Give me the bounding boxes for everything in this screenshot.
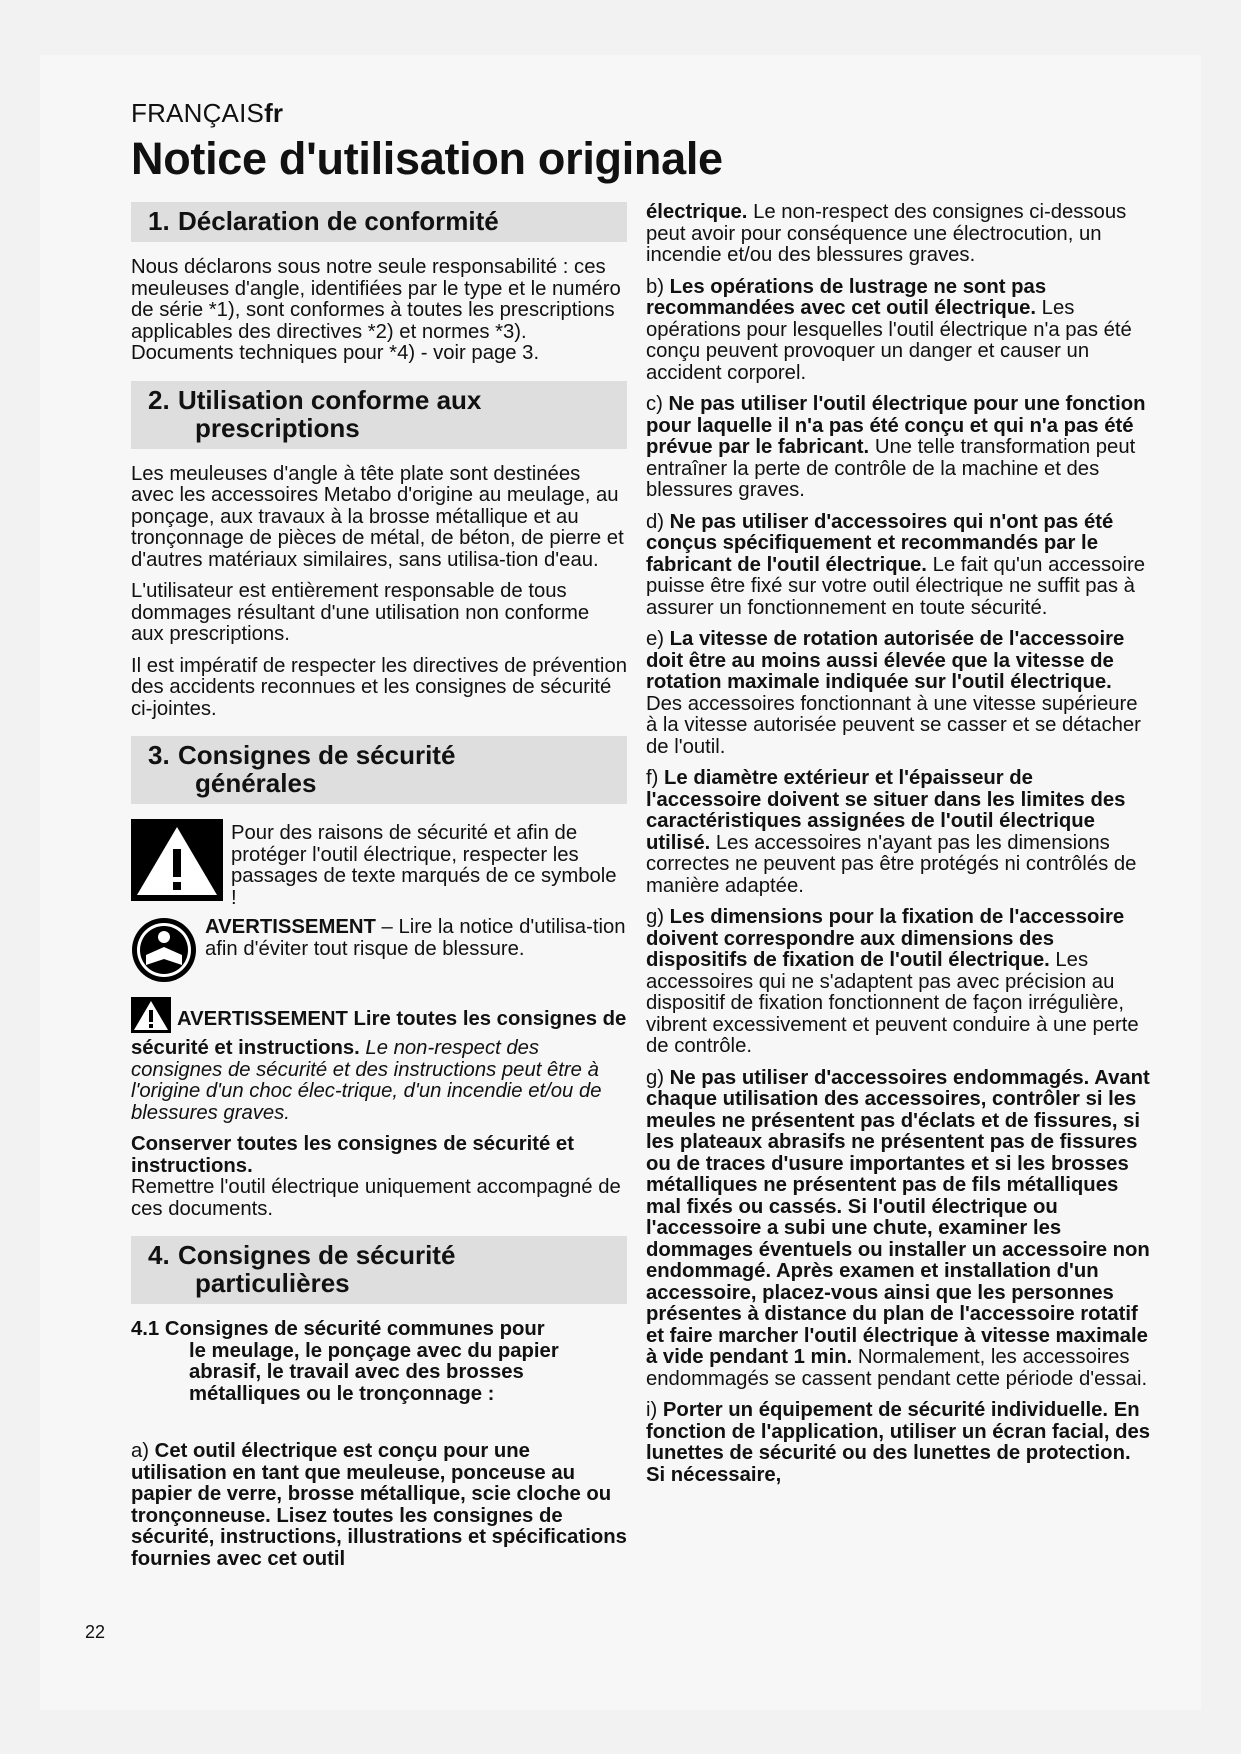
item-e: e) La vitesse de rotation autorisée de l'accessoire doit être au moins aussi élevée que la vitesse de rotation maximale indiquée sur l'outil électrique. Des accessoires fonctionnant à une vitesse supérieure à la vitesse autorisée peuvent se casser et se détacher de l'outil. — [646, 628, 1141, 758]
section-2-heading: 2. Utilisation conforme aux prescriptions — [131, 381, 627, 449]
item-f: f) Le diamètre extérieur et l'épaisseur de l'accessoire doivent se situer dans les limites des caractéristiques assignées de l'outil électrique utilisé. Les accessoires n'ayant pas les dimensions correctes ne peuvent pas être protégés ni contrôlés de manière adaptée. — [646, 767, 1137, 897]
item-d: d) Ne pas utiliser d'accessoires qui n'ont pas été conçus spécifiquement et recommandés par le fabricant de l'outil électrique. Le fait qu'un accessoire puisse être fixé sur votre outil électrique ne suffit pas à assurer un fonctionnement en toute sécurité. — [646, 510, 1146, 619]
item-a: a) Cet outil électrique est conçu pour une utilisation en tant que meuleuse, ponceuse au papier de verre, brosse métallique, scie cloche ou tronçonneuse. Lisez toutes les consignes de sécurité, instructions, illustrations et spécifications fournies avec cet outil — [131, 1440, 627, 1570]
warning-triangle-icon — [131, 819, 223, 907]
section-2-text-2: L'utilisateur est entièrement responsable de tous dommages résultant d'une utilisation non conforme aux prescriptions. — [131, 580, 590, 645]
small-warning-icon — [131, 997, 171, 1039]
item-g-damaged: g) Ne pas utiliser d'accessoires endommagés. Avant chaque utilisation des accessoires, contrôler si les meules ne présentent pas d'éclats et de fissures, si les plateaux abrasifs ne présentent pas de fissures ou de traces d'usure importantes et si les brosses métalliques ne présentent pas de fils métalliques mal fixés ou cassés. Si l'outil électrique ou l'accessoire a subi une chute, examiner les dommages éventuels ou installer un accessoire non endommagé. Après examen et installation d'un accessoire, placez-vous ainsi que les personnes présentes à distance du plan de l'accessoire rotatif et faire marcher l'outil électrique à vitesse maximale à vide pendant 1 min. Normalement, les accessoires endommagés se cassent pendant cette période d'essai. — [646, 1066, 1150, 1390]
general-warning: AVERTISSEMENT Lire toutes les consignes de sécurité et instructions. Le non-respect des consignes de sécurité et des instructions peut être à l'origine d'un choc élec-trique, d'un incendie et/ou de blessures graves. — [131, 997, 627, 1125]
left-column — [131, 202, 627, 1580]
item-a-continued: électrique. Le non-respect des consignes ci-dessous peut avoir pour conséquence une électrocution, un incendie et/ou des blessures graves. — [646, 201, 1127, 266]
language-code: fr — [264, 98, 284, 128]
item-b: b) Les opérations de lustrage ne sont pas recommandées avec cet outil électrique. Les opérations pour lesquelles l'outil électrique n'a pas été conçu peuvent provoquer un danger et causer un accident corporel. — [646, 275, 1132, 384]
language-label: FRANÇAISfr — [131, 98, 284, 128]
keep-instructions: Conserver toutes les consignes de sécurité et instructions. Remettre l'outil électrique uniquement accompagné de ces documents. — [131, 1133, 621, 1220]
item-i: i) Porter un équipement de sécurité individuelle. En fonction de l'application, utiliser un écran facial, des lunettes de sécurité ou des lunettes de protection. Si nécessaire, — [646, 1399, 1151, 1486]
section-1-text: Nous déclarons sous notre seule responsabilité : ces meuleuses d'angle, identifiées par le type et le numéro de série *1), sont conformes à toutes les prescriptions applicables des directives *2) et normes *3). Documents techniques pour *4) - voir page 3. — [131, 256, 621, 364]
warning-symbol-note: Pour des raisons de sécurité et afin de protéger l'outil électrique, respecter les passages de texte marqués de ce symbole ! — [131, 819, 627, 909]
item-c: c) Ne pas utiliser l'outil électrique pour une fonction pour laquelle il n'a pas été conçu et qui n'a pas été prévue par le fabricant. Une telle transformation peut entraîner la perte de contrôle de la machine et des blessures graves. — [646, 393, 1146, 501]
subsection-4-1-heading: 4.1 Consignes de sécurité communes pour le meulage, le ponçage avec du papier abrasif, le travail avec des brosses métalliques ou le tronçonnage : — [131, 1318, 559, 1405]
right-column — [646, 202, 1151, 1496]
page-title: Notice d'utilisation originale — [131, 133, 723, 184]
section-2-text-1: Les meuleuses d'angle à tête plate sont destinées avec les accessoires Metabo d'origine au meulage, au ponçage, aux travaux à la brosse métallique et au tronçonnage de pièces de métal, de béton, de pierre et d'autres matériaux similaires, sans utilisa-tion d'eau. — [131, 462, 624, 571]
read-manual-icon — [131, 917, 197, 989]
section-4-heading: 4. Consignes de sécurité particulières — [131, 1236, 627, 1304]
section-2-text-3: Il est impératif de respecter les directives de prévention des accidents reconnues et les consignes de sécurité ci-jointes. — [131, 654, 627, 720]
section-1-heading: 1. Déclaration de conformité — [131, 202, 627, 242]
section-3-heading: 3. Consignes de sécurité générales — [131, 736, 627, 804]
read-manual-note: AVERTISSEMENT – Lire la notice d'utilisa-tion afin d'éviter tout risque de blessure. — [131, 917, 627, 989]
page-number: 22 — [85, 1622, 106, 1642]
item-g-dimensions: g) Les dimensions pour la fixation de l'accessoire doivent correspondre aux dimensions des dispositifs de fixation de l'outil électrique. Les accessoires qui ne s'adaptent pas avec précision au dispositif de fixation fonctionnent de façon irrégulière, vibrent excessivement et peuvent conduire à une perte de contrôle. — [646, 906, 1139, 1057]
